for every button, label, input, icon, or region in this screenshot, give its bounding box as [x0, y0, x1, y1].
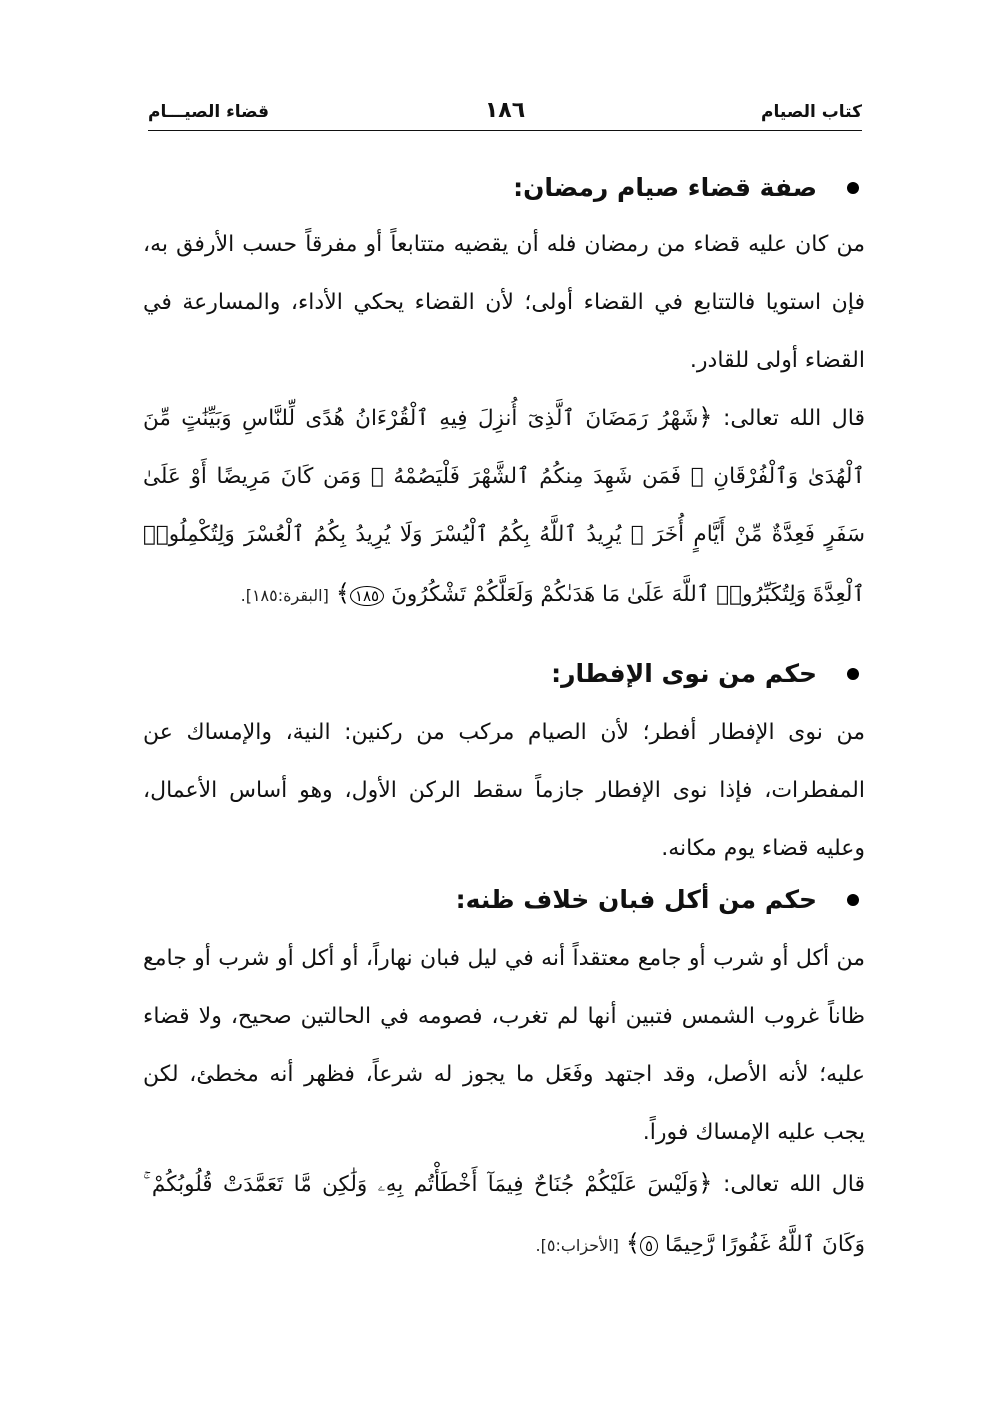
quote-intro: قال الله تعالى:: [712, 406, 865, 431]
quote-close-brace: ﴾: [335, 579, 350, 607]
quran-quote-paragraph: [143, 1154, 865, 1275]
book-title: كتاب الصيام: [761, 102, 862, 122]
heading-text: حكم من نوى الإفطار:: [551, 659, 817, 688]
ayah-number-badge: ١٨٥: [350, 586, 384, 606]
bullet-icon: [847, 894, 859, 906]
body-paragraph: من كان عليه قضاء من رمضان فله أن يقضيه متتابعاً أو مفرقاً حسب الأرفق به، فإن استويا فالتتابع في القضاء أولى؛ لأن القضاء يحكي الأداء، والمسارعة في القضاء أولى للقادر.: [143, 232, 865, 373]
verse-reference: [الأحزاب:٥].: [535, 1236, 619, 1255]
quran-verse: شَهْرُ رَمَضَانَ ٱلَّذِىٓ أُنزِلَ فِيهِ ٱلْقُرْءَانُ هُدًى لِّلنَّاسِ وَبَيِّنَٰتٍ مِّنَ ٱلْهُدَىٰ وَٱلْفُرْقَانِ ۚ فَمَن شَهِدَ مِنكُمُ ٱلشَّهْرَ فَلْيَصُمْهُ ۖ وَمَن كَانَ مَرِيضًا أَوْ عَلَىٰ سَفَرٍ فَعِدَّةٌ مِّنْ أَيَّامٍ أُخَرَ ۗ يُرِيدُ ٱللَّهُ بِكُمُ ٱلْيُسْرَ وَلَا يُرِيدُ بِكُمُ ٱلْعُسْرَ وَلِتُكْمِلُوا۟ ٱلْعِدَّةَ وَلِتُكَبِّرُوا۟ ٱللَّهَ عَلَىٰ مَا هَدَىٰكُمْ وَلَعَلَّكُمْ تَشْكُرُونَ: [143, 406, 865, 607]
page-number: ١٨٦: [484, 98, 526, 123]
page-content: [143, 160, 865, 1257]
quote-open-brace: ﴿: [698, 1169, 713, 1197]
running-header: [148, 98, 862, 131]
quote-close-brace: ﴾: [625, 1229, 640, 1257]
bullet-icon: [847, 668, 859, 680]
section-heading: [143, 646, 865, 702]
ayah-number-badge: ٥: [640, 1236, 658, 1256]
section-heading: [143, 872, 865, 928]
section-heading: [143, 160, 865, 216]
bullet-icon: [847, 182, 859, 194]
heading-text: حكم من أكل فبان خلاف ظنه:: [455, 885, 817, 914]
heading-text: صفة قضاء صيام رمضان:: [513, 173, 817, 202]
chapter-title: قضاء الصيـــام: [148, 102, 270, 122]
body-paragraph: من أكل أو شرب أو جامع معتقداً أنه في ليل فبان نهاراً، أو أكل أو شرب أو جامع ظاناً غروب الشمس فتبين أنها لم تغرب، فصومه في الحالتين صحيح، ولا قضاء عليه؛ لأنه الأصل، وقد اجتهد وفَعَل ما يجوز له شرعاً، فظهر أنه مخطئ، لكن يجب عليه الإمساك فوراً.: [143, 946, 865, 1145]
quran-quote-paragraph: [143, 388, 865, 625]
quote-open-brace: ﴿: [698, 403, 713, 431]
body-paragraph: من نوى الإفطار أفطر؛ لأن الصيام مركب من ركنين: النية، والإمساك عن المفطرات، فإذا نوى الإفطار جازماً سقط الركن الأول، وهو أساس الأعمال، وعليه قضاء يوم مكانه.: [143, 720, 865, 861]
quran-verse: وَلَيْسَ عَلَيْكُمْ جُنَاحٌ فِيمَآ أَخْطَأْتُم بِهِۦ وَلَٰكِن مَّا تَعَمَّدَتْ قُلُوبُكُمْ ۚ وَكَانَ ٱللَّهُ غَفُورًا رَّحِيمًا: [143, 1172, 865, 1257]
verse-reference: [البقرة:١٨٥].: [240, 586, 329, 605]
quote-intro: قال الله تعالى:: [712, 1172, 865, 1197]
